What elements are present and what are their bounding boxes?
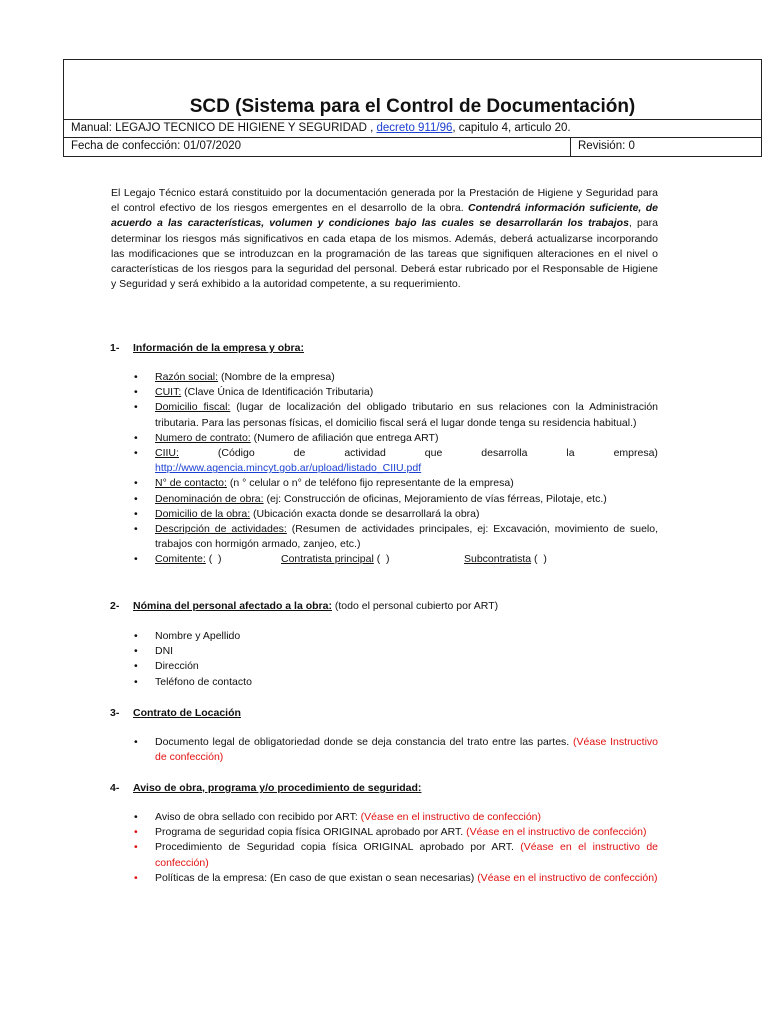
document-title: SCD (Sistema para el Control de Documentación) [189,96,636,117]
item-text: Dirección [155,660,199,673]
list-item [134,810,658,825]
roles-line [155,552,658,567]
bullet-icon: • [134,386,138,399]
item-label: Domicilio fiscal: [155,401,231,414]
item-text: (Ubicación exacta donde se desarrollará la obra) [250,507,480,520]
intro-text-2: , para determinar los riesgos más significativos en cada etapa de los mismos. Además, deberá actualizarse incorporando las modificaciones que se introduzcan en la programación de las tareas que signifiquen alteraciones en el nivel o características de los riesgos para la seguridad del personal. Deberá estar rubricado por el Responsable de Higiene y Seguridad y será exhibido a la autoridad competente, a su requerimiento. [111,217,658,291]
subcontratista-label: Subcontratista [464,553,532,566]
bullet-icon: • [134,371,138,383]
revision-cell: Revisión: 0 [578,140,635,152]
item-text: Aviso de obra sellado con recibido por ART: [155,811,361,823]
header-table [63,59,762,157]
bullet-icon: • [134,553,138,566]
bullet-icon: • [134,401,138,414]
instructivo-note: (Véase en el instructivo de confección) [155,841,659,869]
comitente-box: ( ) [205,553,222,566]
section-1-heading [110,341,304,356]
list-item [134,871,658,886]
contratista-box: ( ) [373,553,390,566]
section-3-list [134,735,658,765]
bullet-icon: • [134,431,138,444]
ciiu-word: (Código [217,447,255,460]
bullet-icon: • [134,447,138,460]
bullet-icon: • [134,660,138,673]
section-title: Aviso de obra, programa y/o procedimiento de seguridad: [133,782,422,794]
bullet-icon: • [134,826,138,839]
section-number: 3- [110,707,120,719]
section-1-list [134,370,658,568]
list-item [134,644,658,659]
list-item [134,659,658,674]
item-text: Nombre y Apellido [155,630,241,642]
list-item [134,492,658,507]
section-number: 1- [110,342,120,354]
list-item [134,675,658,690]
subcontratista-option[interactable] [464,552,547,567]
subcontratista-box: ( ) [531,553,547,566]
item-label: CUIT: [155,386,182,399]
item-label: N° de contacto: [155,477,227,490]
ciiu-word: actividad [344,447,386,460]
comitente-label: Comitente: [155,553,206,566]
comitente-option[interactable] [155,552,281,567]
item-text: Teléfono de contacto [155,675,252,688]
contratista-option[interactable] [281,552,464,567]
section-4-list [134,810,658,886]
list-item [134,385,658,400]
bullet-icon: • [134,645,138,658]
section-title: Información de la empresa y obra: [133,342,304,354]
section-2-heading [110,599,498,614]
ciiu-word: desarrolla [481,447,528,460]
ciiu-word: empresa) [613,447,658,460]
list-item [134,735,658,765]
item-label: Denominación de obra: [155,492,264,505]
instructivo-note: (Véase en el instructivo de confección) [477,871,658,884]
item-text: (lugar de localización del obligado tributario en sus relaciones con la Administración tributaria. Para las personas físicas, el domicilio fiscal será el lugar donde tenga su residencia habitual.) [155,401,658,429]
list-item-roles [134,552,658,567]
ciiu-word: la [566,447,575,460]
list-item [134,507,658,522]
bullet-icon: • [134,507,138,520]
section-title: Nómina del personal afectado a la obra: [133,600,332,612]
list-item [134,446,658,476]
manual-suffix: , capitulo 4, articulo 20. [452,122,571,134]
item-text: (Nombre de la empresa) [218,371,335,383]
bullet-icon: • [134,477,138,490]
item-text: DNI [155,645,174,658]
bullet-icon: • [134,736,138,748]
item-label: Razón social: [155,371,219,383]
section-number: 2- [110,600,120,612]
item-label: Domicilio de la obra: [155,507,251,520]
decreto-link[interactable]: decreto 911/96 [376,122,453,134]
list-item [134,370,658,385]
fecha-cell: Fecha de confección: 01/07/2020 [64,138,571,156]
section-3-heading [110,706,241,721]
intro-text-1: El Legajo Técnico estará constituido por la documentación generada por la Prestación de Higiene y Seguridad para el control efectivo de los riesgos emergentes en el desarrollo de la obra. [111,187,658,215]
bullet-icon: • [134,811,138,823]
item-text: Programa de seguridad copia física ORIGINAL aprobado por ART. [155,826,467,839]
ciiu-word: de [293,447,306,460]
instructivo-note: (Véase en el instructivo de confección) [360,811,542,823]
manual-row [64,120,761,138]
section-2-list [134,629,658,690]
item-text: Procedimiento de Seguridad copia física ORIGINAL aprobado por ART. [155,841,521,854]
list-item [134,476,658,491]
item-label: Numero de contrato: [155,431,251,444]
bullet-icon: • [134,630,138,642]
intro-text-emphasis: Contendrá información suficiente, de acuerdo a las características, volumen y condiciones bajo las cuales se desarrollarán los trabajos [111,202,658,230]
manual-prefix: Manual: LEGAJO TECNICO DE HIGIENE Y SEGURIDAD , [71,122,377,134]
ciiu-line [155,446,658,461]
instructivo-note: (Véase en el instructivo de confección) [466,826,647,839]
list-item [134,825,658,840]
section-4-heading [110,781,421,796]
item-text: (n ° celular o n° de teléfono fijo representante de la empresa) [226,477,514,490]
list-item [134,400,658,430]
list-item [134,840,658,870]
item-text: (Resumen de actividades principales, ej: Excavación, movimiento de suelo, trabajos con hormigón armado, zanjeo, etc.) [155,523,659,551]
bullet-icon: • [134,523,138,536]
item-text: (ej: Construcción de oficinas, Mejoramiento de vías férreas, Pilotaje, etc.) [263,492,607,505]
fecha-row [64,138,761,156]
item-text: (Numero de afiliación que entrega ART) [250,431,439,444]
list-item [134,431,658,446]
list-item [134,522,658,552]
list-item [134,629,658,644]
title-cell [64,60,761,120]
section-subtitle: (todo el personal cubierto por ART) [331,600,499,612]
item-text: (Clave Única de Identificación Tributaria) [181,386,374,399]
item-label: CIIU: [155,447,179,460]
bullet-icon: • [134,871,138,884]
bullet-icon: • [134,675,138,688]
instructivo-note: (Véase Instructivo de confección) [155,736,658,764]
contratista-label: Contratista principal [281,553,374,566]
ciiu-word: que [424,447,443,460]
item-label: Descripción de actividades: [155,523,287,536]
intro-paragraph [111,186,658,292]
item-text: Políticas de la empresa: (En caso de que existan o sean necesarias) [155,871,478,884]
bullet-icon: • [134,492,138,505]
bullet-icon: • [134,841,138,854]
item-text: Documento legal de obligatoriedad donde se deja constancia del trato entre las partes. [155,736,574,748]
ciiu-link[interactable]: http://www.agencia.mincyt.gob.ar/upload/listado_CIIU.pdf [155,462,422,475]
section-title: Contrato de Locación [133,707,241,719]
section-number: 4- [110,782,120,794]
